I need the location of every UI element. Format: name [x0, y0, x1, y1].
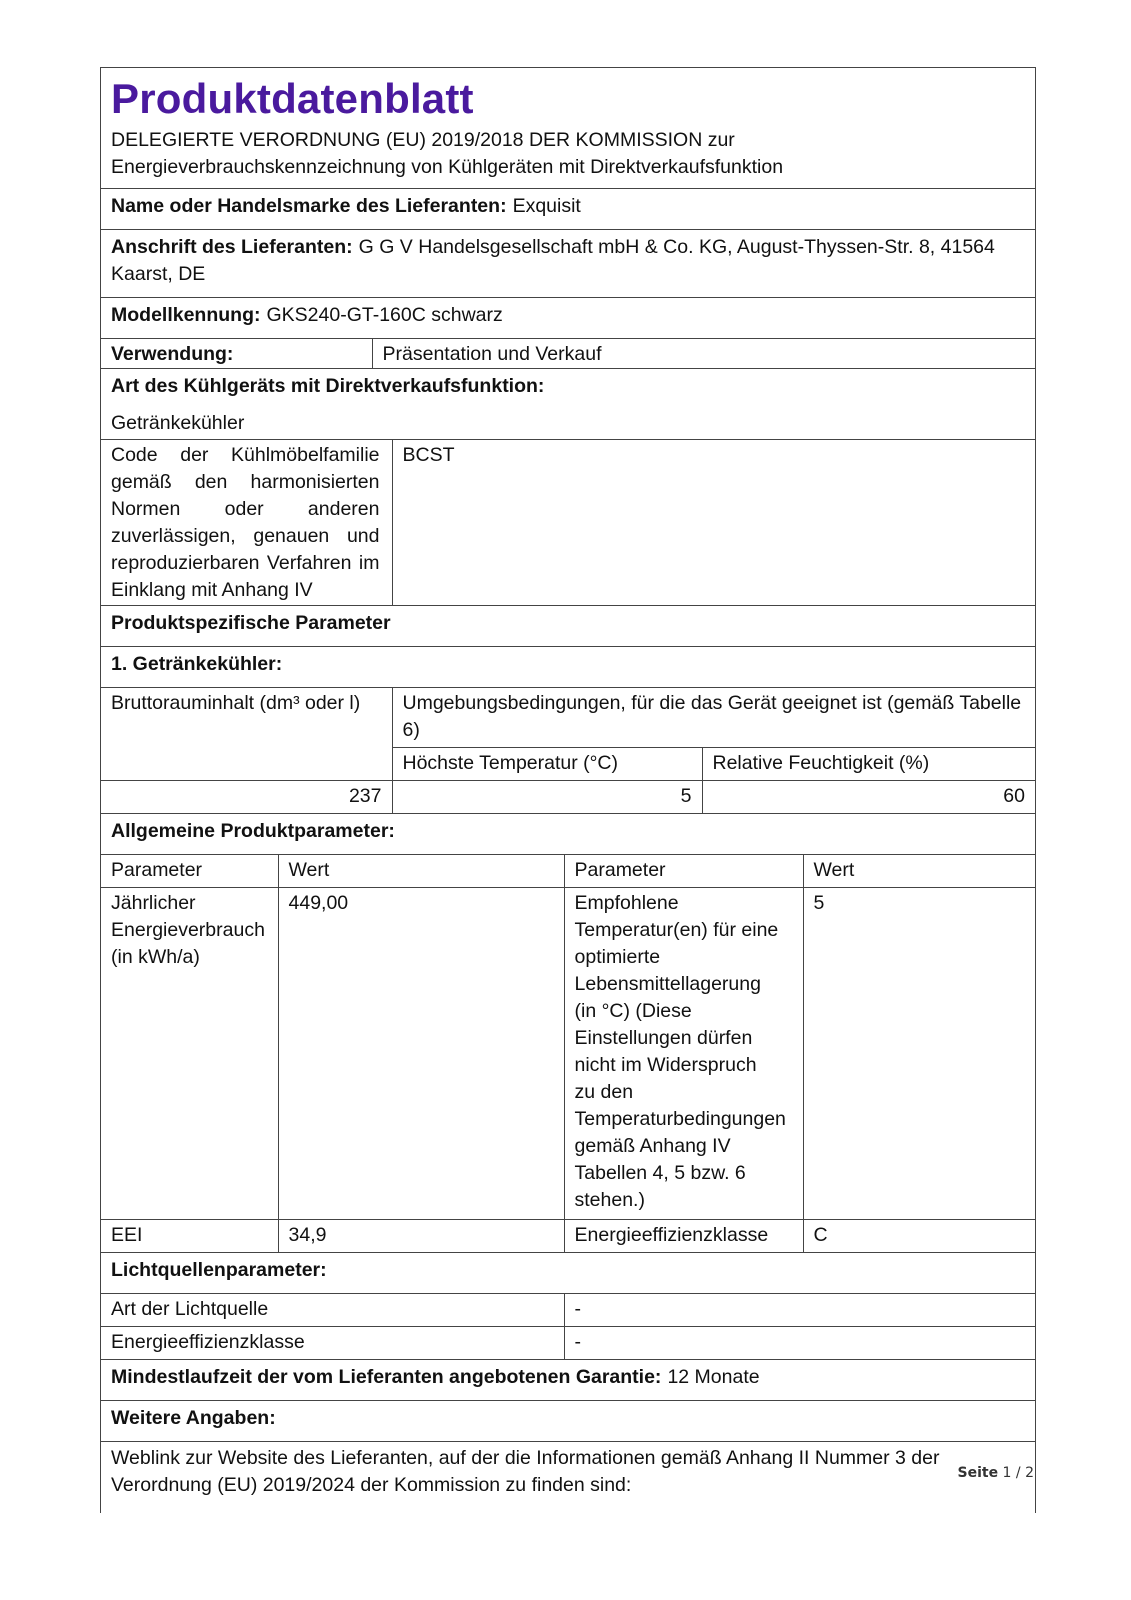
- warranty-row: [101, 1360, 1035, 1401]
- product-params-heading-row: [101, 606, 1035, 647]
- ambient-conditions-label: Umgebungsbedingungen, für die das Gerät geeignet ist (gemäß Tabelle 6): [392, 688, 1035, 748]
- appliance-type-row: [101, 369, 1035, 440]
- beverage-table-section: [101, 687, 1035, 814]
- eei-label: EEI: [101, 1220, 278, 1253]
- supplier-address-label: Anschrift des Lieferanten:: [111, 236, 353, 258]
- light-class-value: -: [564, 1327, 1035, 1360]
- appliance-type-label: Art des Kühlgeräts mit Direktverkaufsfunktion:: [111, 375, 545, 397]
- usage-row: [101, 339, 1035, 369]
- energy-consumption-label: Jährlicher Energieverbrauch (in kWh/a): [101, 888, 278, 1220]
- light-type-value: -: [564, 1294, 1035, 1327]
- supplier-name-value: Exquisit: [512, 195, 581, 217]
- recommended-temp-label: Empfohlene Temperatur(en) für eine optimierte Lebensmittellagerung (in °C) (Diese Einstellungen dürfen nicht im Widerspruch zu den Temperaturbedingungen gemäß Anhang IV Tabellen 4, 5 bzw. 6 stehen.): [564, 888, 803, 1220]
- warranty-value: 12 Monate: [667, 1366, 760, 1388]
- beverage-heading: 1. Getränkekühler:: [111, 653, 283, 675]
- light-heading: Lichtquellenparameter:: [111, 1259, 327, 1281]
- gp-col-param-2: Parameter: [564, 855, 803, 888]
- beverage-heading-row: [101, 647, 1035, 687]
- weblink-text: Weblink zur Website des Lieferanten, auf der die Informationen gemäß Anhang II Nummer 3 der Verordnung (EU) 2019/2024 der Kommission zu finden sind:: [111, 1447, 940, 1496]
- light-type-label: Art der Lichtquelle: [101, 1294, 564, 1327]
- appliance-type-value: Getränkekühler: [111, 412, 245, 434]
- page-title: Produktdatenblatt: [111, 75, 474, 122]
- header-block: [101, 68, 1035, 189]
- supplier-name-row: [101, 189, 1035, 230]
- supplier-name-label: Name oder Handelsmarke des Lieferanten:: [111, 195, 507, 217]
- max-temp-label: Höchste Temperatur (°C): [392, 748, 702, 781]
- model-value: GKS240-GT-160C schwarz: [266, 304, 503, 326]
- page-number: [958, 1460, 1035, 1487]
- humidity-value: 60: [702, 781, 1035, 814]
- light-class-label: Energieeffizienzklasse: [101, 1327, 564, 1360]
- weblink-row: [101, 1442, 1035, 1513]
- gp-col-param-1: Parameter: [101, 855, 278, 888]
- family-code-value: BCST: [392, 440, 1035, 606]
- regulation-line-2: Energieverbrauchskennzeichnung von Kühlgeräten mit Direktverkaufsfunktion: [111, 156, 784, 178]
- regulation-line-1: DELEGIERTE VERORDNUNG (EU) 2019/2018 DER KOMMISSION zur: [111, 129, 735, 151]
- usage-section: [101, 339, 1035, 369]
- supplier-address-value: G G V Handelsgesellschaft mbH & Co. KG, August-Thyssen-Str. 8, 41564 Kaarst, DE: [111, 236, 995, 285]
- model-row: [101, 298, 1035, 339]
- general-params-header-row: [101, 855, 1035, 888]
- model-label: Modellkennung:: [111, 304, 261, 326]
- page-total: 2: [1025, 1465, 1034, 1481]
- general-params-heading: Allgemeine Produktparameter:: [111, 820, 395, 842]
- family-code-row: [101, 440, 1035, 606]
- eei-value: 34,9: [278, 1220, 564, 1253]
- gp-col-value-1: Wert: [278, 855, 564, 888]
- family-code-label: Code der Kühlmöbelfamilie gemäß den harmonisierten Normen oder anderen zuverlässigen, genauen und reproduzierbaren Verfahren im Einklang mit Anhang IV: [101, 440, 392, 606]
- further-info-heading-row: [101, 1401, 1035, 1442]
- efficiency-class-label: Energieeffizienzklasse: [564, 1220, 803, 1253]
- efficiency-class-value: C: [803, 1220, 1035, 1253]
- volume-label: Bruttorauminhalt (dm³ oder l): [101, 688, 392, 781]
- page-current: 1: [1002, 1465, 1012, 1481]
- page-separator: /: [1015, 1465, 1021, 1481]
- general-params-heading-row: [101, 814, 1035, 854]
- regulation-text: [111, 127, 1025, 188]
- humidity-label: Relative Feuchtigkeit (%): [702, 748, 1035, 781]
- supplier-address-row: [101, 230, 1035, 298]
- page-label: Seite: [957, 1465, 999, 1481]
- light-params-section: [101, 1293, 1035, 1360]
- volume-value: 237: [101, 781, 392, 814]
- general-params-section: [101, 854, 1035, 1253]
- product-datasheet: [100, 67, 1036, 1513]
- light-heading-row: [101, 1253, 1035, 1293]
- energy-consumption-value: 449,00: [278, 888, 564, 1220]
- product-params-heading: Produktspezifische Parameter: [111, 612, 391, 634]
- max-temp-value: 5: [392, 781, 702, 814]
- gp-col-value-2: Wert: [803, 855, 1035, 888]
- warranty-label: Mindestlaufzeit der vom Lieferanten angebotenen Garantie:: [111, 1366, 662, 1388]
- recommended-temp-value: 5: [803, 888, 1035, 1220]
- family-code-section: [101, 440, 1035, 606]
- general-params-row: [101, 888, 1035, 1220]
- further-info-heading: Weitere Angaben:: [111, 1407, 276, 1429]
- light-params-row: [101, 1327, 1035, 1360]
- usage-value: Präsentation und Verkauf: [372, 339, 1035, 369]
- general-params-row: [101, 1220, 1035, 1253]
- light-params-row: [101, 1294, 1035, 1327]
- usage-label: Verwendung:: [111, 343, 234, 365]
